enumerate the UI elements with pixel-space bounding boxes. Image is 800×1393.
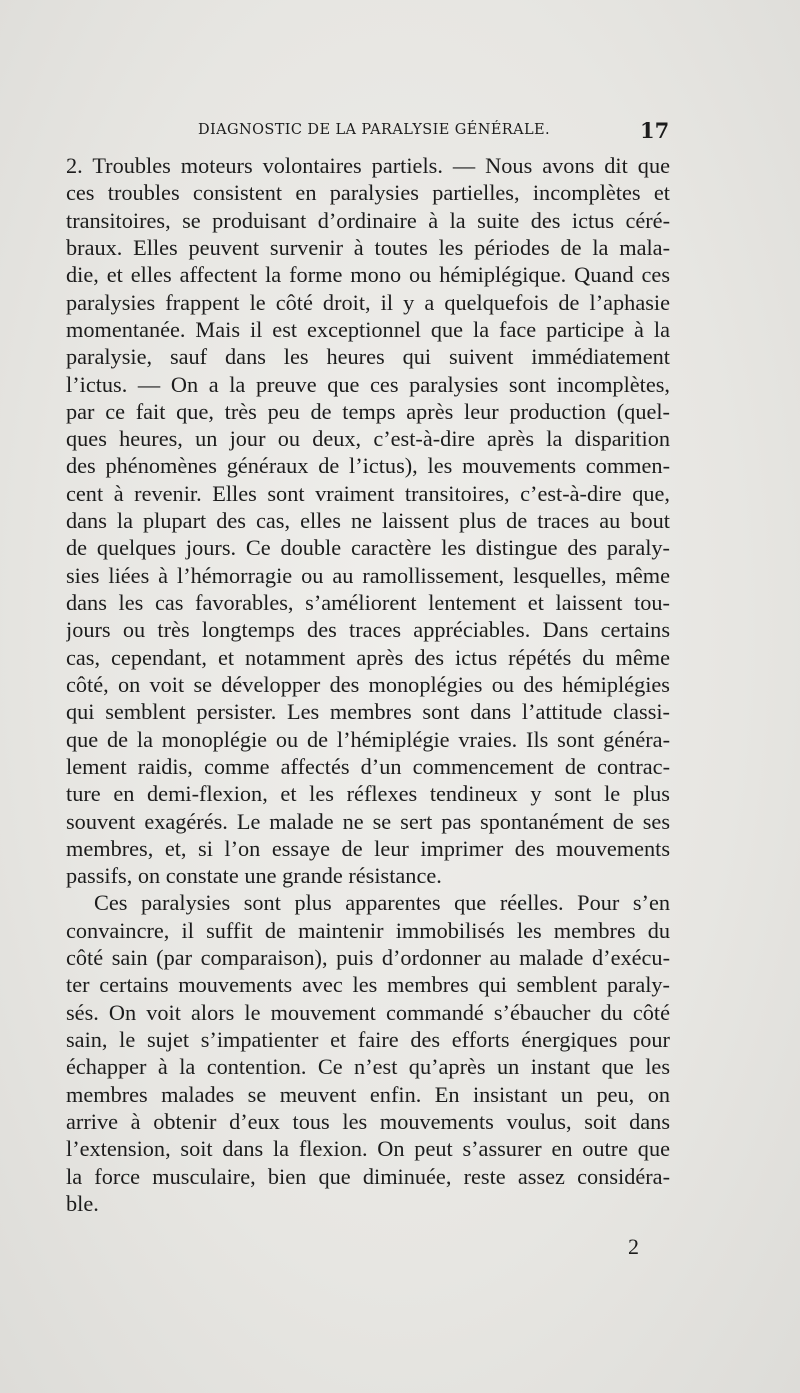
page-number: 17 — [640, 118, 670, 143]
text-line: sies liées à l’hémorragie ou au ramollissement, lesquelles, même — [66, 562, 670, 588]
text-line: Ces paralysies sont plus apparentes que réelles. Pour s’en — [94, 890, 670, 916]
text-line: cent à revenir. Elles sont vraiment transitoires, c’est-à-dire que, — [66, 480, 670, 506]
text-line: l’ictus. — On a la preuve que ces paralysies sont incomplètes, — [66, 371, 670, 397]
text-line: des phénomènes généraux de l’ictus), les mouvements commen- — [66, 453, 670, 479]
text-line: ture en demi-flexion, et les réflexes tendineux y sont le plus — [66, 781, 670, 807]
text-line: ces troubles consistent en paralysies partielles, incomplètes et — [66, 180, 670, 206]
text-line: cas, cependant, et notamment après des ictus répétés du même — [66, 644, 670, 670]
text-line: qui semblent persister. Les membres sont dans l’attitude classi- — [66, 699, 670, 725]
text-line: que de la monoplégie ou de l’hémiplégie vraies. Ils sont généra- — [66, 726, 670, 752]
text-line: échapper à la contention. Ce n’est qu’après un instant que les — [66, 1054, 670, 1080]
text-line: côté, on voit se développer des monoplégies ou des hémiplégies — [66, 671, 670, 697]
text-line: paralysies frappent le côté droit, il y a quelquefois de l’aphasie — [66, 289, 670, 315]
text-line: lement raidis, comme affectés d’un commencement de contrac- — [66, 753, 670, 779]
text-line: sain, le sujet s’impatienter et faire des efforts énergiques pour — [66, 1027, 670, 1052]
running-title: DIAGNOSTIC DE LA PARALYSIE GÉNÉRALE. — [198, 122, 551, 138]
text-line: dans la plupart des cas, elles ne laissent plus de traces au bout — [66, 508, 670, 534]
text-line: transitoires, se produisant d’ordinaire à la suite des ictus céré- — [66, 207, 670, 233]
text-line: dans les cas favorables, s’améliorent lentement et laissent tou- — [66, 590, 670, 615]
text-line: par ce fait que, très peu de temps après leur production (quel- — [66, 398, 670, 424]
paragraph-paralysies-apparentes — [66, 889, 670, 1217]
text-line: l’extension, soit dans la flexion. On peut s’assurer en outre que — [66, 1136, 670, 1162]
page-header — [0, 118, 800, 148]
text-line: sés. On voit alors le mouvement commandé s’ébaucher du côté — [66, 999, 670, 1025]
text-line: jours ou très longtemps des traces appréciables. Dans certains — [66, 617, 670, 643]
text-line: paralysie, sauf dans les heures qui suivent immédiatement — [66, 344, 670, 370]
paragraph-paralysies-partielles — [66, 152, 670, 889]
signature-mark: 2 — [628, 1234, 639, 1259]
text-line: ter certains mouvements avec les membres qui semblent paraly- — [66, 972, 670, 998]
text-line: ble. — [66, 1190, 99, 1216]
text-line: membres malades se meuvent enfin. En insistant un peu, on — [66, 1081, 670, 1107]
text-line: 2. Troubles moteurs volontaires partiels. — Nous avons dit que — [66, 153, 670, 178]
text-line: arrive à obtenir d’eux tous les mouvements voulus, soit dans — [66, 1108, 670, 1134]
body-text — [66, 152, 670, 1217]
text-line: de quelques jours. Ce double caractère les distingue des paraly- — [66, 535, 670, 561]
text-line: convaincre, il suffit de maintenir immobilisés les membres du — [66, 917, 670, 943]
text-line: ques heures, un jour ou deux, c’est-à-dire après la disparition — [66, 426, 670, 452]
text-line: die, et elles affectent la forme mono ou hémiplégique. Quand ces — [66, 262, 670, 288]
text-line: momentanée. Mais il est exceptionnel que la face participe à la — [66, 316, 670, 342]
text-line: membres, et, si l’on essaye de leur imprimer des mouvements — [66, 835, 670, 861]
text-line: braux. Elles peuvent survenir à toutes les périodes de la mala- — [66, 234, 670, 260]
text-line: souvent exagérés. Le malade ne se sert pas spontanément de ses — [66, 808, 670, 834]
text-line: la force musculaire, bien que diminuée, reste assez considéra- — [66, 1163, 670, 1189]
text-line: passifs, on constate une grande résistance. — [66, 863, 442, 889]
text-line: côté sain (par comparaison), puis d’ordonner au malade d’exécu- — [66, 945, 670, 971]
